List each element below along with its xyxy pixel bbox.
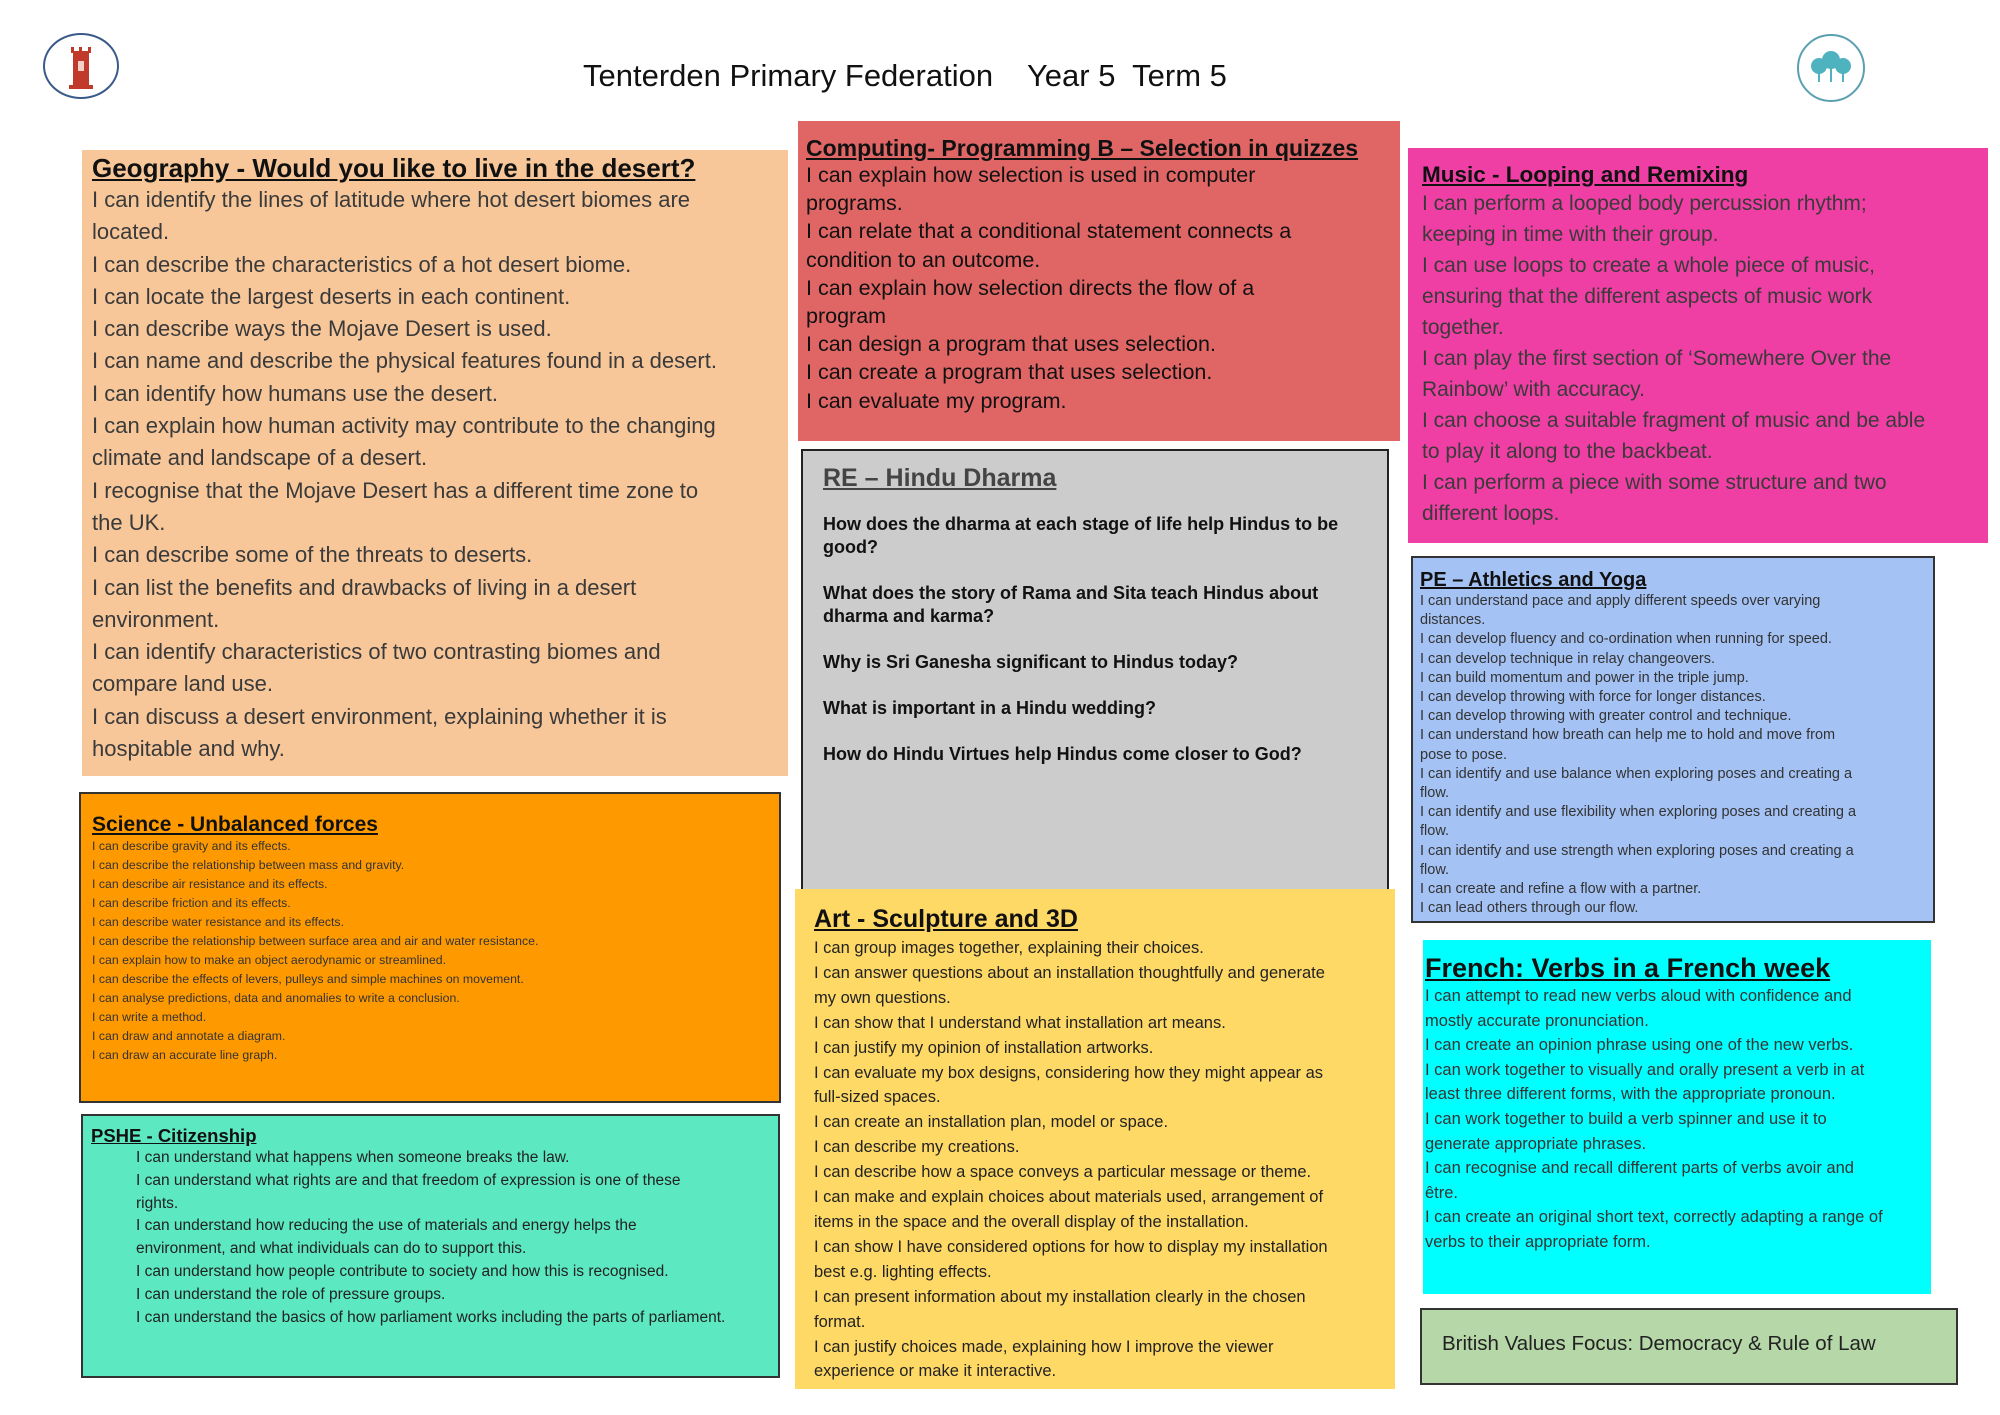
list-item: I can work together to build a verb spinner and use it to <box>1425 1109 1827 1128</box>
art-panel <box>795 889 1395 1389</box>
list-item: I can explain how selection directs the flow of a <box>806 275 1255 300</box>
list-item: least three different forms, with the appropriate pronoun. <box>1425 1085 1836 1104</box>
school-crest-logo <box>43 33 119 99</box>
list-item: être. <box>1425 1183 1459 1202</box>
list-item: experience or make it interactive. <box>814 1362 1057 1381</box>
re-list <box>823 513 1367 766</box>
list-item: I can work together to visually and orally present a verb in at <box>1425 1060 1865 1079</box>
list-item: I can design a program that uses selection. <box>806 332 1216 357</box>
list-item: I can describe air resistance and its effects. <box>92 877 328 891</box>
list-item: I can understand what rights are and that freedom of expression is one of these <box>136 1171 681 1189</box>
pshe-panel <box>81 1114 780 1378</box>
list-item: I can build momentum and power in the triple jump. <box>1420 669 1749 686</box>
list-item: I can create an installation plan, model or space. <box>814 1113 1169 1132</box>
list-item: I can describe my creations. <box>814 1138 1020 1157</box>
science-panel <box>79 792 781 1103</box>
list-item: I can justify choices made, explaining how I improve the viewer <box>814 1337 1274 1356</box>
list-item: climate and landscape of a desert. <box>92 445 428 471</box>
list-item: environment. <box>92 606 220 632</box>
list-item: I can relate that a conditional statement connects a <box>806 219 1292 244</box>
list-item: compare land use. <box>92 671 273 697</box>
french-panel <box>1423 940 1931 1294</box>
music-panel <box>1408 148 1988 543</box>
church-tower-icon <box>45 35 117 97</box>
computing-title: Computing- Programming B – Selection in quizzes <box>806 135 1359 161</box>
geography-list <box>92 184 778 765</box>
list-item: pose to pose. <box>1420 746 1508 763</box>
list-item: programs. <box>806 191 903 216</box>
list-item: I can understand what happens when someone breaks the law. <box>136 1149 570 1166</box>
british-values-text: British Values Focus: Democracy & Rule of Law <box>1442 1332 1876 1355</box>
list-item: How do Hindu Virtues help Hindus come closer to God? <box>823 744 1302 764</box>
list-item: hospitable and why. <box>92 736 285 762</box>
pshe-list <box>91 1147 770 1329</box>
re-panel <box>801 449 1389 891</box>
list-item: I can create an opinion phrase using one of the new verbs. <box>1425 1036 1854 1055</box>
list-item: I can locate the largest deserts in each continent. <box>92 283 571 309</box>
list-item: items in the space and the overall display of the installation. <box>814 1212 1249 1231</box>
list-item: condition to an outcome. <box>806 247 1041 272</box>
list-item: different loops. <box>1422 502 1560 525</box>
trees-logo <box>1797 34 1865 102</box>
list-item: I can develop fluency and co-ordination when running for speed. <box>1420 631 1832 648</box>
list-item: I can choose a suitable fragment of music and be able <box>1422 409 1926 432</box>
list-item: I can show I have considered options for how to display my installation <box>814 1237 1328 1256</box>
list-item: best e.g. lighting effects. <box>814 1262 992 1281</box>
list-item: I can identify the lines of latitude where hot desert biomes are <box>92 187 691 212</box>
list-item: I can describe the characteristics of a hot desert biome. <box>92 251 632 277</box>
french-list <box>1425 984 1929 1255</box>
list-item: I can explain how to make an object aerodynamic or streamlined. <box>92 953 447 967</box>
list-item: I can develop technique in relay changeovers. <box>1420 650 1716 667</box>
art-title: Art - Sculpture and 3D <box>814 905 1078 933</box>
list-item: to play it along to the backbeat. <box>1422 440 1713 463</box>
list-item: I can play the first section of ‘Somewhere Over the <box>1422 347 1892 370</box>
list-item: I can draw an accurate line graph. <box>92 1048 278 1062</box>
list-item: I can name and describe the physical features found in a desert. <box>92 348 717 374</box>
list-item: distances. <box>1420 612 1486 629</box>
list-item: I can develop throwing with force for longer distances. <box>1420 689 1766 706</box>
list-item: I can describe ways the Mojave Desert is used. <box>92 316 552 342</box>
list-item: full-sized spaces. <box>814 1088 941 1107</box>
list-item: I can understand the basics of how parliament works including the parts of parliament. <box>136 1308 726 1326</box>
list-item: I can perform a looped body percussion rhythm; <box>1422 192 1867 215</box>
list-item: I recognise that the Mojave Desert has a different time zone to <box>92 477 699 503</box>
list-item: format. <box>814 1312 866 1331</box>
computing-list <box>806 161 1392 415</box>
geography-title: Geography - Would you like to live in the desert? <box>92 153 696 183</box>
pe-list <box>1420 592 1926 918</box>
list-item: I can present information about my installation clearly in the chosen <box>814 1287 1306 1306</box>
list-item: I can identify and use balance when exploring poses and creating a <box>1420 765 1853 782</box>
list-item: flow. <box>1420 785 1450 802</box>
list-item: I can discuss a desert environment, explaining whether it is <box>92 703 667 729</box>
list-item: I can justify my opinion of installation artworks. <box>814 1038 1154 1057</box>
geography-panel <box>82 150 788 776</box>
list-item: I can understand how breath can help me to hold and move from <box>1420 727 1836 744</box>
list-item: I can answer questions about an installation thoughtfully and generate <box>814 963 1325 982</box>
list-item: How does the dharma at each stage of life help Hindus to be good? <box>823 514 1339 557</box>
pe-panel <box>1411 556 1935 923</box>
list-item: I can draw and annotate a diagram. <box>92 1029 286 1043</box>
list-item: I can describe water resistance and its effects. <box>92 915 344 929</box>
list-item: I can perform a piece with some structure and two <box>1422 471 1887 494</box>
list-item: I can list the benefits and drawbacks of living in a desert <box>92 574 637 600</box>
list-item: I can describe the effects of levers, pulleys and simple machines on movement. <box>92 972 524 986</box>
list-item: mostly accurate pronunciation. <box>1425 1011 1649 1030</box>
list-item: What does the story of Rama and Sita teach Hindus about dharma and karma? <box>823 583 1319 626</box>
science-list <box>92 837 768 1065</box>
list-item: I can group images together, explaining their choices. <box>814 939 1204 957</box>
list-item: I can evaluate my program. <box>806 388 1067 413</box>
list-item: keeping in time with their group. <box>1422 223 1719 246</box>
list-item: the UK. <box>92 509 166 535</box>
list-item: I can describe gravity and its effects. <box>92 839 291 853</box>
list-item: Rainbow’ with accuracy. <box>1422 378 1645 401</box>
list-item: I can describe the relationship between surface area and air and water resistance. <box>92 934 539 948</box>
list-item: rights. <box>136 1194 179 1212</box>
pshe-title: PSHE - Citizenship <box>91 1125 257 1146</box>
french-title: French: Verbs in a French week <box>1425 953 1831 983</box>
list-item: I can describe friction and its effects. <box>92 896 291 910</box>
list-item: I can identify and use flexibility when exploring poses and creating a <box>1420 804 1857 821</box>
re-title: RE – Hindu Dharma <box>823 464 1057 492</box>
list-item: I can attempt to read new verbs aloud with confidence and <box>1425 987 1852 1005</box>
list-item: Why is Sri Ganesha significant to Hindus today? <box>823 652 1239 672</box>
list-item: I can create a program that uses selection. <box>806 360 1213 385</box>
page-title: Tenterden Primary Federation Year 5 Term 5 <box>583 58 1227 93</box>
list-item: my own questions. <box>814 988 951 1007</box>
list-item: I can create an original short text, correctly adapting a range of <box>1425 1208 1883 1227</box>
list-item: I can evaluate my box designs, considering how they might appear as <box>814 1063 1324 1082</box>
list-item: I can show that I understand what installation art means. <box>814 1013 1226 1032</box>
list-item: program <box>806 304 887 329</box>
list-item: I can identify characteristics of two contrasting biomes and <box>92 639 661 665</box>
list-item: I can describe the relationship between mass and gravity. <box>92 858 405 872</box>
list-item: I can analyse predictions, data and anomalies to write a conclusion. <box>92 991 460 1005</box>
list-item: I can use loops to create a whole piece of music, <box>1422 254 1875 277</box>
list-item: located. <box>92 219 170 245</box>
list-item: flow. <box>1420 823 1450 840</box>
music-title: Music - Looping and Remixing <box>1422 162 1749 187</box>
list-item: I can make and explain choices about materials used, arrangement of <box>814 1188 1324 1207</box>
list-item: environment, and what individuals can do to support this. <box>136 1240 527 1258</box>
british-values-panel <box>1420 1308 1958 1385</box>
list-item: I can recognise and recall different parts of verbs avoir and <box>1425 1159 1854 1178</box>
list-item: I can identify how humans use the desert. <box>92 380 499 406</box>
list-item: ensuring that the different aspects of music work <box>1422 285 1873 308</box>
computing-panel <box>798 121 1400 441</box>
list-item: flow. <box>1420 861 1450 878</box>
list-item: I can write a method. <box>92 1010 207 1024</box>
list-item: generate appropriate phrases. <box>1425 1134 1647 1153</box>
trees-icon <box>1799 36 1863 100</box>
list-item: I can lead others through our flow. <box>1420 900 1639 917</box>
list-item: together. <box>1422 316 1504 339</box>
list-item: I can understand pace and apply different speeds over varying <box>1420 593 1821 609</box>
pe-title: PE – Athletics and Yoga <box>1420 569 1647 591</box>
list-item: I can understand how people contribute to society and how this is recognised. <box>136 1262 669 1280</box>
list-item: I can develop throwing with greater control and technique. <box>1420 708 1792 725</box>
list-item: What is important in a Hindu wedding? <box>823 698 1156 718</box>
music-list <box>1422 188 1974 529</box>
science-title: Science - Unbalanced forces <box>92 813 378 836</box>
art-list <box>814 936 1376 1384</box>
list-item: I can describe how a space conveys a particular message or theme. <box>814 1163 1312 1182</box>
list-item: verbs to their appropriate form. <box>1425 1232 1651 1251</box>
list-item: I can explain how selection is used in computer <box>806 163 1256 187</box>
list-item: I can understand the role of pressure groups. <box>136 1285 446 1303</box>
list-item: I can identify and use strength when exploring poses and creating a <box>1420 842 1854 859</box>
list-item: I can understand how reducing the use of materials and energy helps the <box>136 1217 637 1235</box>
list-item: I can describe some of the threats to deserts. <box>92 542 533 568</box>
list-item: I can explain how human activity may contribute to the changing <box>92 413 716 439</box>
list-item: I can create and refine a flow with a partner. <box>1420 881 1702 898</box>
